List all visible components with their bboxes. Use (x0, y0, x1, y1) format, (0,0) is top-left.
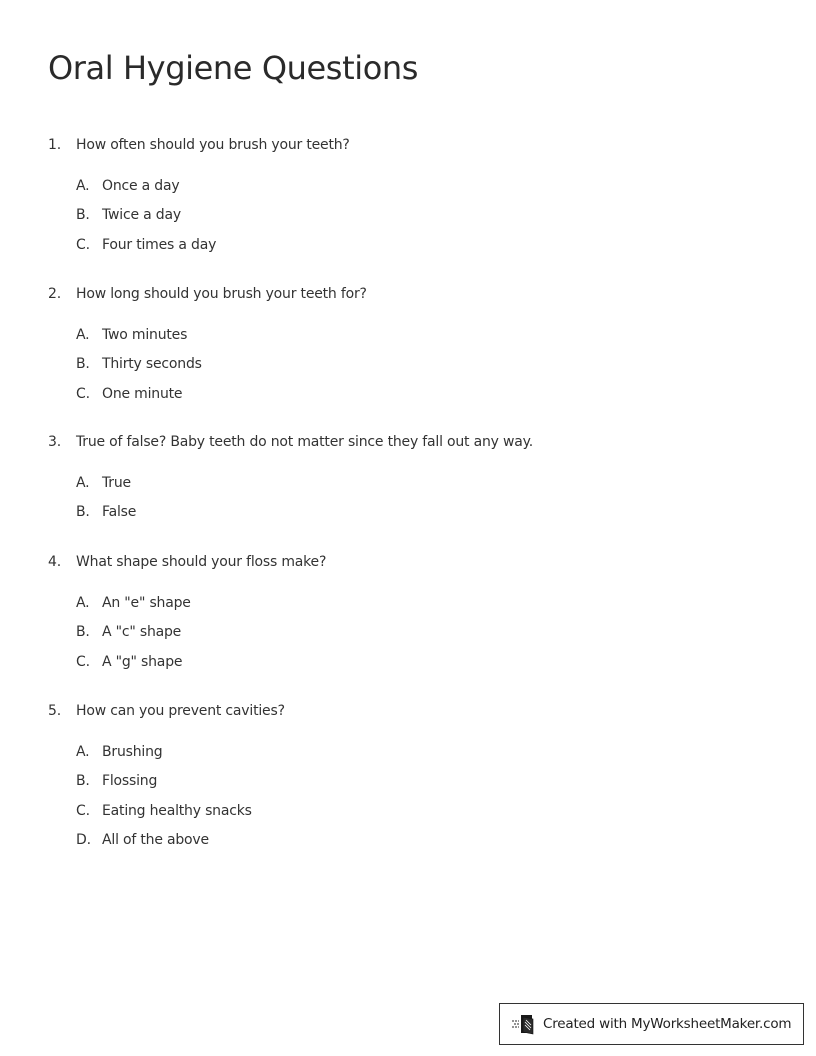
question-number: 2. (48, 286, 61, 302)
option-text: Thirty seconds (102, 356, 202, 373)
option-text: False (102, 504, 137, 521)
question-number: 1. (48, 137, 61, 153)
created-with-text: Created with MyWorksheetMaker.com (543, 1016, 792, 1032)
question-text: How long should you brush your teeth for? (76, 286, 367, 302)
question-prompt (48, 701, 788, 721)
option-list (48, 473, 788, 522)
option-text: A "c" shape (102, 624, 182, 641)
question-1 (48, 135, 788, 264)
question-text: What shape should your floss make? (76, 554, 327, 570)
question-2 (48, 284, 788, 413)
option-letter: C. (76, 802, 90, 819)
question-prompt (48, 135, 788, 155)
option-text: Flossing (102, 773, 158, 790)
option-letter: B. (76, 504, 90, 521)
option-text: An "e" shape (102, 595, 191, 611)
option-text: Eating healthy snacks (102, 802, 252, 819)
option-letter: A. (76, 744, 90, 760)
question-number: 5. (48, 703, 61, 719)
option-a (48, 325, 788, 345)
option-text: Once a day (102, 178, 180, 194)
option-c (48, 801, 788, 821)
question-prompt (48, 432, 788, 452)
option-b (48, 622, 788, 642)
question-number: 3. (48, 434, 61, 450)
worksheet-maker-logo-icon (511, 1012, 537, 1036)
option-list (48, 325, 788, 404)
option-text: Two minutes (102, 327, 188, 343)
option-list (48, 593, 788, 672)
option-a (48, 593, 788, 613)
option-letter: A. (76, 475, 90, 491)
option-text: A "g" shape (102, 653, 183, 670)
question-3 (48, 432, 788, 532)
question-number: 4. (48, 554, 61, 570)
option-text: Twice a day (102, 207, 181, 224)
option-letter: A. (76, 178, 90, 194)
question-prompt (48, 552, 788, 572)
created-with-badge[interactable] (499, 1003, 804, 1045)
option-a (48, 176, 788, 196)
option-letter: B. (76, 773, 90, 790)
option-letter: D. (76, 832, 91, 849)
option-b (48, 354, 788, 374)
option-b (48, 771, 788, 791)
option-list (48, 176, 788, 255)
option-text: Four times a day (102, 236, 217, 253)
option-letter: C. (76, 236, 90, 253)
question-5 (48, 701, 788, 860)
question-text: How can you prevent cavities? (76, 703, 285, 719)
option-letter: B. (76, 356, 90, 373)
page-title: Oral Hygiene Questions (48, 49, 419, 87)
option-text: All of the above (102, 832, 209, 849)
option-letter: C. (76, 653, 90, 670)
option-list (48, 742, 788, 850)
option-d (48, 830, 788, 850)
option-b (48, 205, 788, 225)
option-c (48, 384, 788, 404)
option-letter: C. (76, 385, 90, 402)
question-4 (48, 552, 788, 681)
option-text: One minute (102, 385, 183, 402)
option-a (48, 473, 788, 493)
option-letter: B. (76, 624, 90, 641)
option-c (48, 652, 788, 672)
option-text: Brushing (102, 744, 163, 760)
question-text: True of false? Baby teeth do not matter since they fall out any way. (76, 434, 533, 450)
option-letter: A. (76, 327, 90, 343)
question-prompt (48, 284, 788, 304)
option-letter: A. (76, 595, 90, 611)
option-letter: B. (76, 207, 90, 224)
question-text: How often should you brush your teeth? (76, 137, 350, 153)
option-b (48, 502, 788, 522)
option-c (48, 235, 788, 255)
option-text: True (102, 475, 131, 491)
option-a (48, 742, 788, 762)
